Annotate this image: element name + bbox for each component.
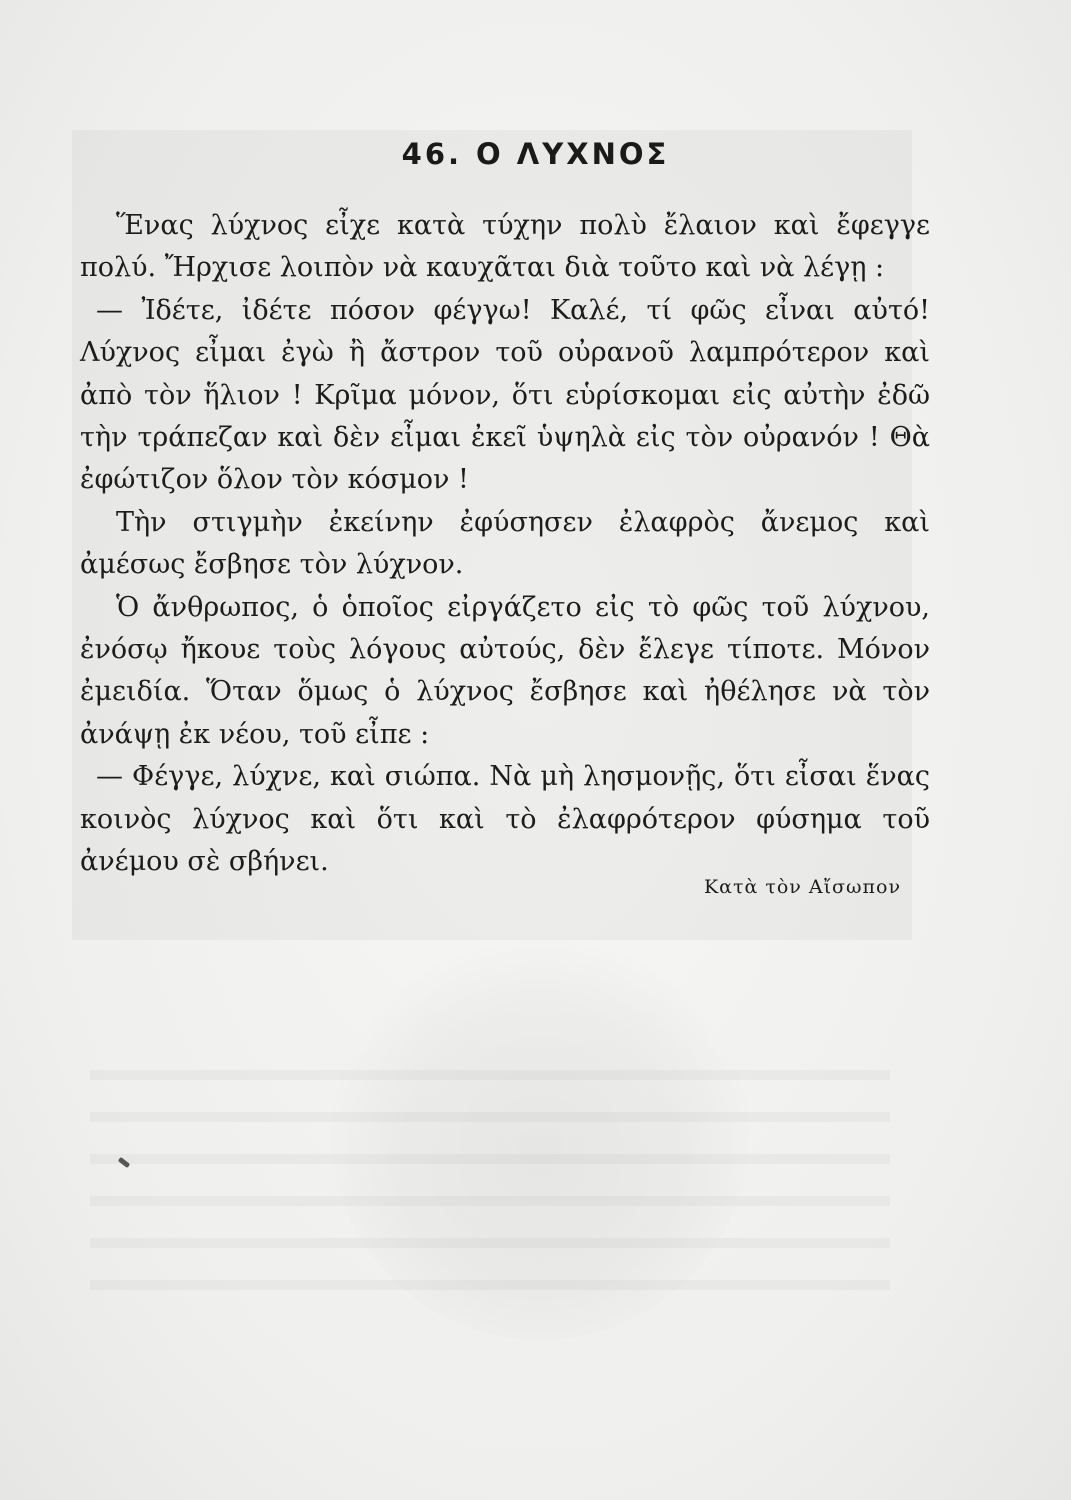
story-body xyxy=(80,205,930,884)
paragraph-3: Τὴν στιγμὴν ἐκείνην ἐφύσησεν ἐλαφρὸς ἄνεμος καὶ ἀμέσως ἔσβησε τὸν λύχνον. xyxy=(80,506,930,581)
chapter-title: Ο ΛΥΧΝΟΣ xyxy=(476,137,670,171)
chapter-number: 46. xyxy=(401,137,463,171)
chapter-heading xyxy=(0,137,1071,171)
source-attribution: Κατὰ τὸν Αἴσωπον xyxy=(703,876,901,898)
paragraph-4: Ὁ ἄνθρωπος, ὁ ὁποῖος εἰργάζετο εἰς τὸ φῶς τοῦ λύχνου, ἐνόσῳ ἤκουε τοὺς λόγους αὐτούς, δὲν ἔλεγε τίποτε. Μόνον ἐμειδία. Ὅταν ὅμως ὁ λύχνος ἔσβησε καὶ ἠθέλησε νὰ τὸν ἀνάψῃ ἐκ νέου, τοῦ εἶπε : xyxy=(80,591,930,750)
show-through-text xyxy=(90,1070,890,1310)
paragraph-1: Ἕνας λύχνος εἶχε κατὰ τύχην πολὺ ἔλαιον καὶ ἔφεγγε πολύ. Ἤρχισε λοιπὸν νὰ καυχᾶται διὰ τοῦτο καὶ νὰ λέγῃ : xyxy=(80,210,930,284)
paragraph-2: — Ἰδέτε, ἰδέτε πόσον φέγγω! Καλέ, τί φῶς εἶναι αὐτό! Λύχνος εἶμαι ἐγὼ ἢ ἄστρον τοῦ οὐρανοῦ λαμπρότερον καὶ ἀπὸ τὸν ἥλιον ! Κρῖμα μόνον, ὅτι εὑρίσκομαι εἰς αὐτὴν ἐδῶ τὴν τράπεζαν καὶ δὲν εἶμαι ἐκεῖ ὑψηλὰ εἰς τὸν οὐρανόν ! Θὰ ἐφώτιζον ὅλον τὸν κόσμον ! xyxy=(80,294,930,496)
paragraph-5: — Φέγγε, λύχνε, καὶ σιώπα. Νὰ μὴ λησμονῇς, ὅτι εἶσαι ἕνας κοινὸς λύχνος καὶ ὅτι καὶ τὸ ἐλαφρότερον φύσημα τοῦ ἀνέμου σὲ σβήνει. xyxy=(80,761,930,878)
